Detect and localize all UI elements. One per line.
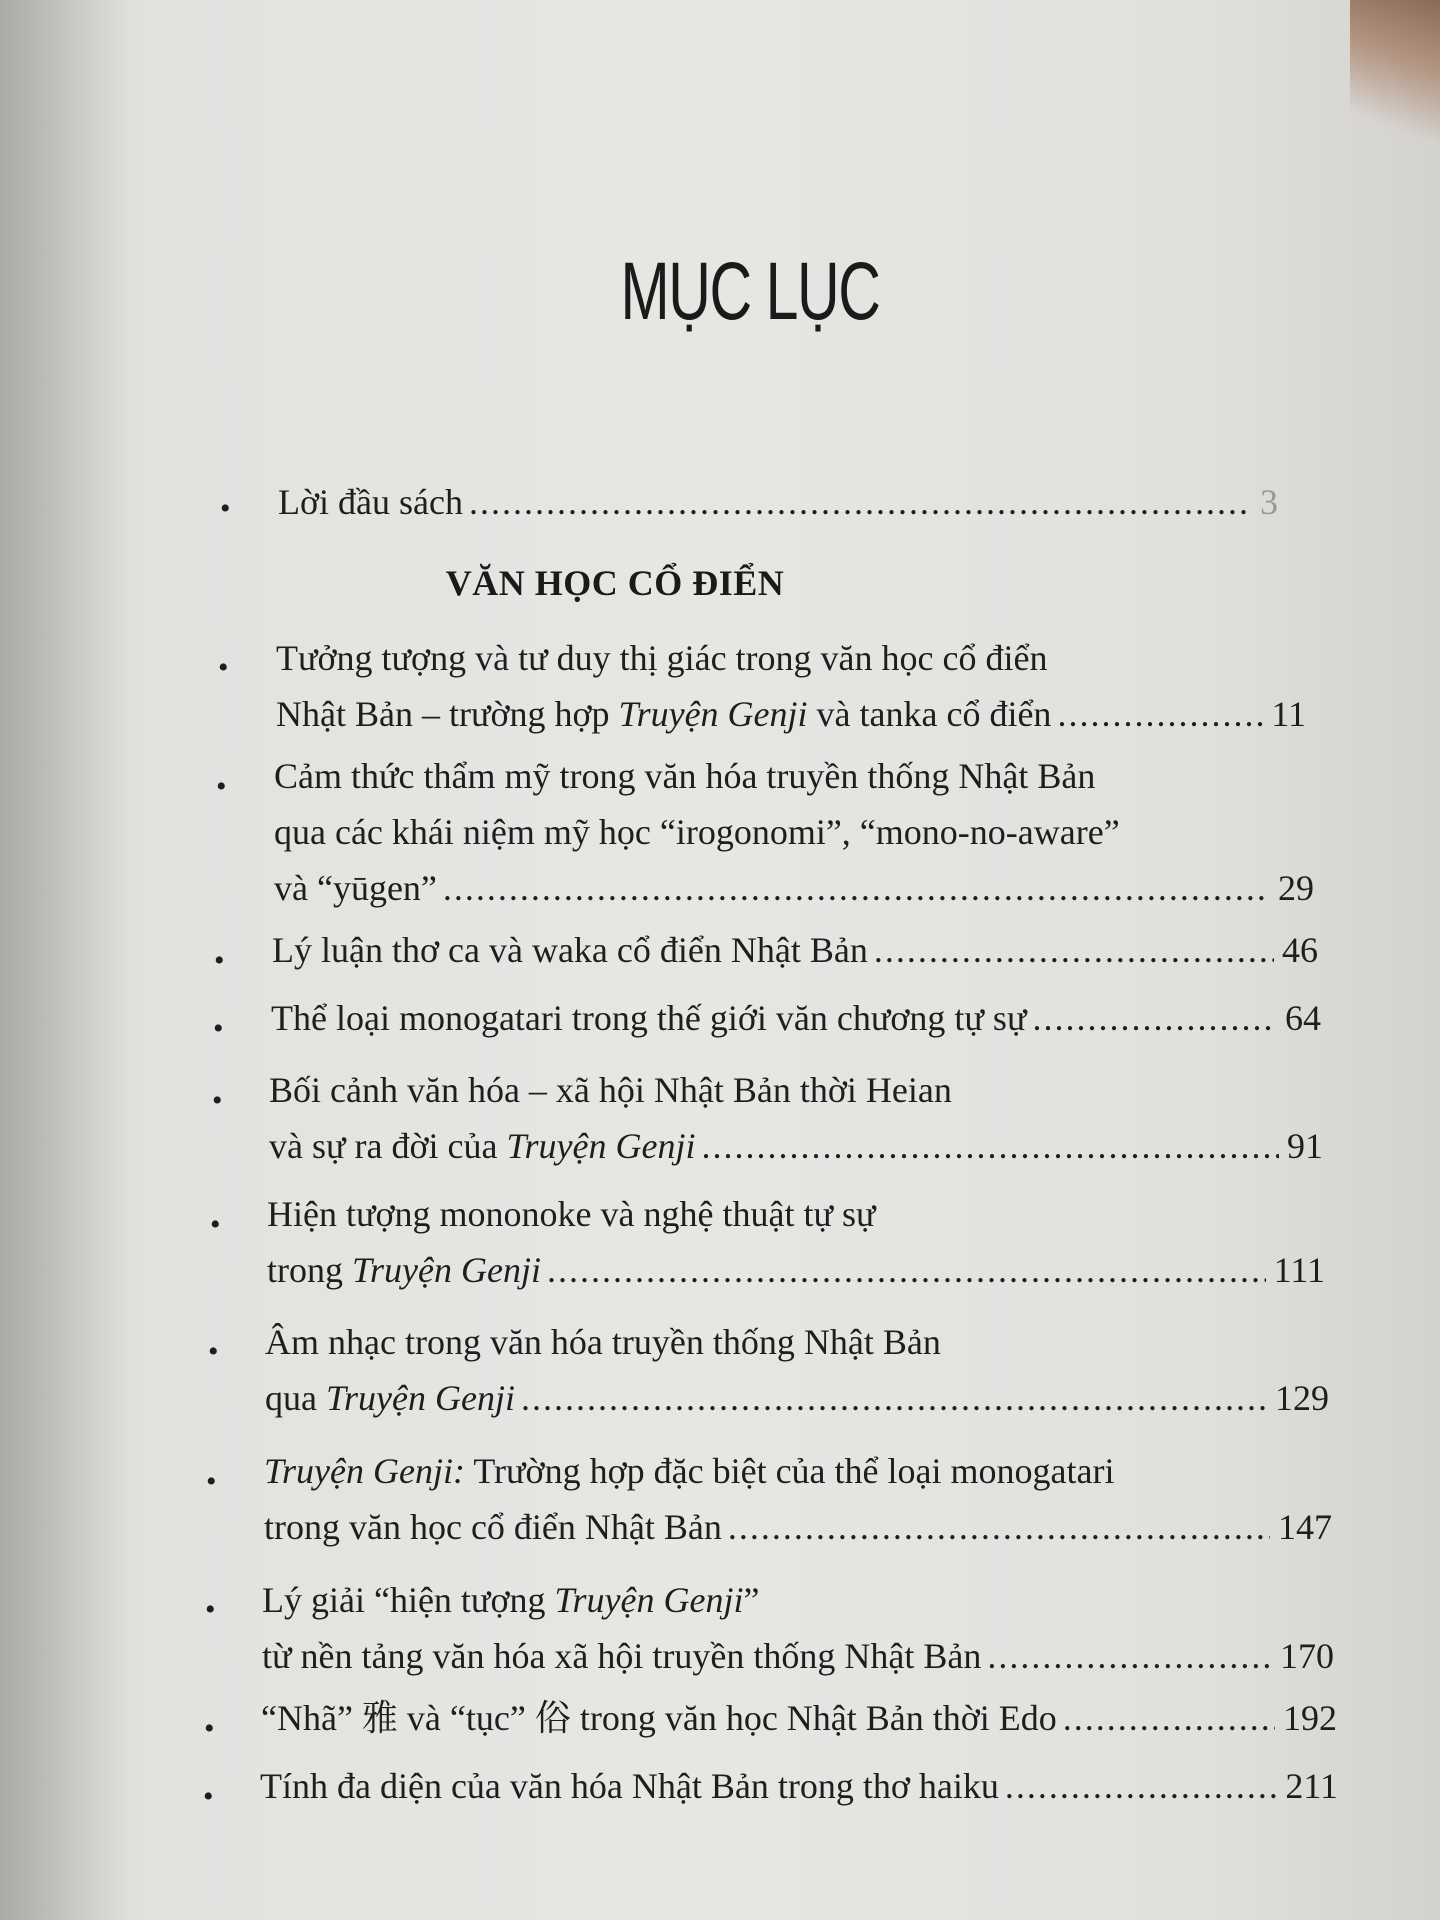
leader-dots bbox=[443, 860, 1270, 916]
toc-entry-text: qua các khái niệm mỹ học “irogonomi”, “mono-no-aware” bbox=[274, 812, 1120, 852]
toc-page-number: 46 bbox=[1282, 930, 1318, 970]
page-gutter-shadow bbox=[0, 0, 130, 1920]
bullet-icon: • bbox=[218, 651, 229, 684]
toc-entry-1[interactable] bbox=[276, 630, 1306, 742]
toc-entry-italic: Truyện Genji bbox=[618, 694, 808, 734]
toc-entry-title: Âm nhạc trong văn hóa truyền thống Nhật Bản bbox=[265, 1322, 941, 1362]
leader-dots bbox=[469, 474, 1252, 530]
toc-entry-2[interactable] bbox=[274, 748, 1314, 916]
toc-page-number: 64 bbox=[1285, 998, 1321, 1038]
toc-entry-line bbox=[269, 1118, 1323, 1174]
toc-entry-text: trong bbox=[267, 1250, 352, 1290]
toc-entry-line bbox=[274, 860, 1314, 916]
toc-entry-text: Trường hợp đặc biệt của thể loại monogatari bbox=[464, 1451, 1115, 1491]
toc-entry-text: và “yūgen” bbox=[274, 868, 437, 908]
toc-page-number: 211 bbox=[1285, 1766, 1338, 1806]
toc-entry-title bbox=[262, 1572, 759, 1628]
toc-page-number: 192 bbox=[1283, 1698, 1337, 1738]
leader-dots bbox=[1057, 686, 1263, 742]
toc-entry-text: trong văn học cổ điển Nhật Bản bbox=[264, 1507, 722, 1547]
toc-page-number: 129 bbox=[1275, 1378, 1329, 1418]
toc-entry-text: và tanka cổ điển bbox=[807, 694, 1052, 734]
toc-entry-italic: Truyện Genji bbox=[325, 1378, 515, 1418]
toc-entry-6[interactable] bbox=[267, 1186, 1325, 1298]
toc-entry-line bbox=[276, 686, 1306, 742]
bullet-icon: • bbox=[213, 1012, 224, 1045]
bullet-icon: • bbox=[206, 1465, 217, 1498]
section-heading: VĂN HỌC CỔ ĐIỂN bbox=[445, 563, 785, 603]
toc-entry-text: từ nền tảng văn hóa xã hội truyền thống Nhật Bản bbox=[262, 1636, 982, 1676]
toc-entry-italic: Truyện Genji bbox=[554, 1580, 744, 1620]
toc-entry-text: và sự ra đời của bbox=[269, 1126, 507, 1166]
toc-entry-line bbox=[267, 1242, 1325, 1298]
toc-entry-4[interactable] bbox=[271, 990, 1321, 1046]
toc-entry-preface[interactable] bbox=[278, 474, 1278, 530]
bullet-icon: • bbox=[208, 1335, 219, 1368]
toc-entry-text: Nhật Bản – trường hợp bbox=[276, 694, 619, 734]
bullet-icon: • bbox=[210, 1208, 221, 1241]
toc-entry-title: Lời đầu sách bbox=[278, 482, 463, 522]
toc-entry-italic: Truyện Genji bbox=[352, 1250, 541, 1290]
leader-dots bbox=[1063, 1690, 1275, 1746]
toc-entry-title: Hiện tượng mononoke và nghệ thuật tự sự bbox=[267, 1194, 876, 1234]
bullet-icon: • bbox=[216, 770, 227, 803]
toc-entry-8[interactable] bbox=[264, 1443, 1332, 1555]
toc-entry-text: qua bbox=[265, 1378, 326, 1418]
bullet-icon: • bbox=[203, 1780, 214, 1813]
toc-entry-3[interactable] bbox=[272, 922, 1318, 978]
bullet-icon: • bbox=[204, 1712, 215, 1745]
toc-entry-title: Bối cảnh văn hóa – xã hội Nhật Bản thời Heian bbox=[269, 1070, 952, 1110]
toc-entry-line bbox=[262, 1628, 1334, 1684]
page-title: MỤC LỤC bbox=[620, 246, 880, 337]
bullet-icon: • bbox=[214, 944, 225, 977]
toc-page-number: 29 bbox=[1278, 868, 1314, 908]
toc-entry-title: Lý luận thơ ca và waka cổ điển Nhật Bản bbox=[272, 930, 868, 970]
leader-dots bbox=[1005, 1758, 1277, 1814]
toc-entry-7[interactable] bbox=[265, 1314, 1329, 1426]
toc-entry-5[interactable] bbox=[269, 1062, 1323, 1174]
leader-dots bbox=[728, 1499, 1270, 1555]
toc-entry-text: ” bbox=[743, 1580, 760, 1620]
toc-entry-10[interactable] bbox=[261, 1690, 1337, 1746]
toc-entry-title: Tính đa diện của văn hóa Nhật Bản trong thơ haiku bbox=[260, 1766, 999, 1806]
toc-entry-text: Lý giải “hiện tượng bbox=[262, 1580, 555, 1620]
toc-entry-title bbox=[264, 1443, 1114, 1499]
toc-entry-9[interactable] bbox=[262, 1572, 1334, 1684]
toc-page-number: 11 bbox=[1271, 694, 1306, 734]
leader-dots bbox=[987, 1628, 1272, 1684]
toc-page-number: 147 bbox=[1278, 1507, 1332, 1547]
toc-entry-11[interactable] bbox=[260, 1758, 1338, 1814]
toc-entry-title: Cảm thức thẩm mỹ trong văn hóa truyền thống Nhật Bản bbox=[274, 756, 1096, 796]
bullet-icon: • bbox=[212, 1084, 223, 1117]
leader-dots bbox=[547, 1242, 1266, 1298]
toc-page-number: 91 bbox=[1287, 1126, 1323, 1166]
toc-entry-line bbox=[265, 1370, 1329, 1426]
toc-entry-line bbox=[264, 1499, 1332, 1555]
toc-entry-title: Tưởng tượng và tư duy thị giác trong văn học cổ điển bbox=[276, 638, 1048, 678]
toc-page-number: 111 bbox=[1273, 1250, 1325, 1290]
toc-entry-title: “Nhã” 雅 và “tục” 俗 trong văn học Nhật Bản thời Edo bbox=[261, 1698, 1057, 1738]
leader-dots bbox=[874, 922, 1274, 978]
toc-entry-italic: Truyện Genji bbox=[506, 1126, 696, 1166]
toc-entry-italic: Truyện Genji: bbox=[264, 1451, 465, 1491]
toc-page-number: 3 bbox=[1260, 482, 1278, 522]
bullet-icon: • bbox=[205, 1593, 216, 1626]
leader-dots bbox=[521, 1370, 1267, 1426]
toc-entry-title: Thể loại monogatari trong thế giới văn chương tự sự bbox=[271, 998, 1027, 1038]
page-corner bbox=[1350, 0, 1440, 150]
leader-dots bbox=[701, 1118, 1279, 1174]
bullet-icon: • bbox=[220, 492, 231, 525]
leader-dots bbox=[1032, 990, 1277, 1046]
toc-page-number: 170 bbox=[1280, 1636, 1334, 1676]
